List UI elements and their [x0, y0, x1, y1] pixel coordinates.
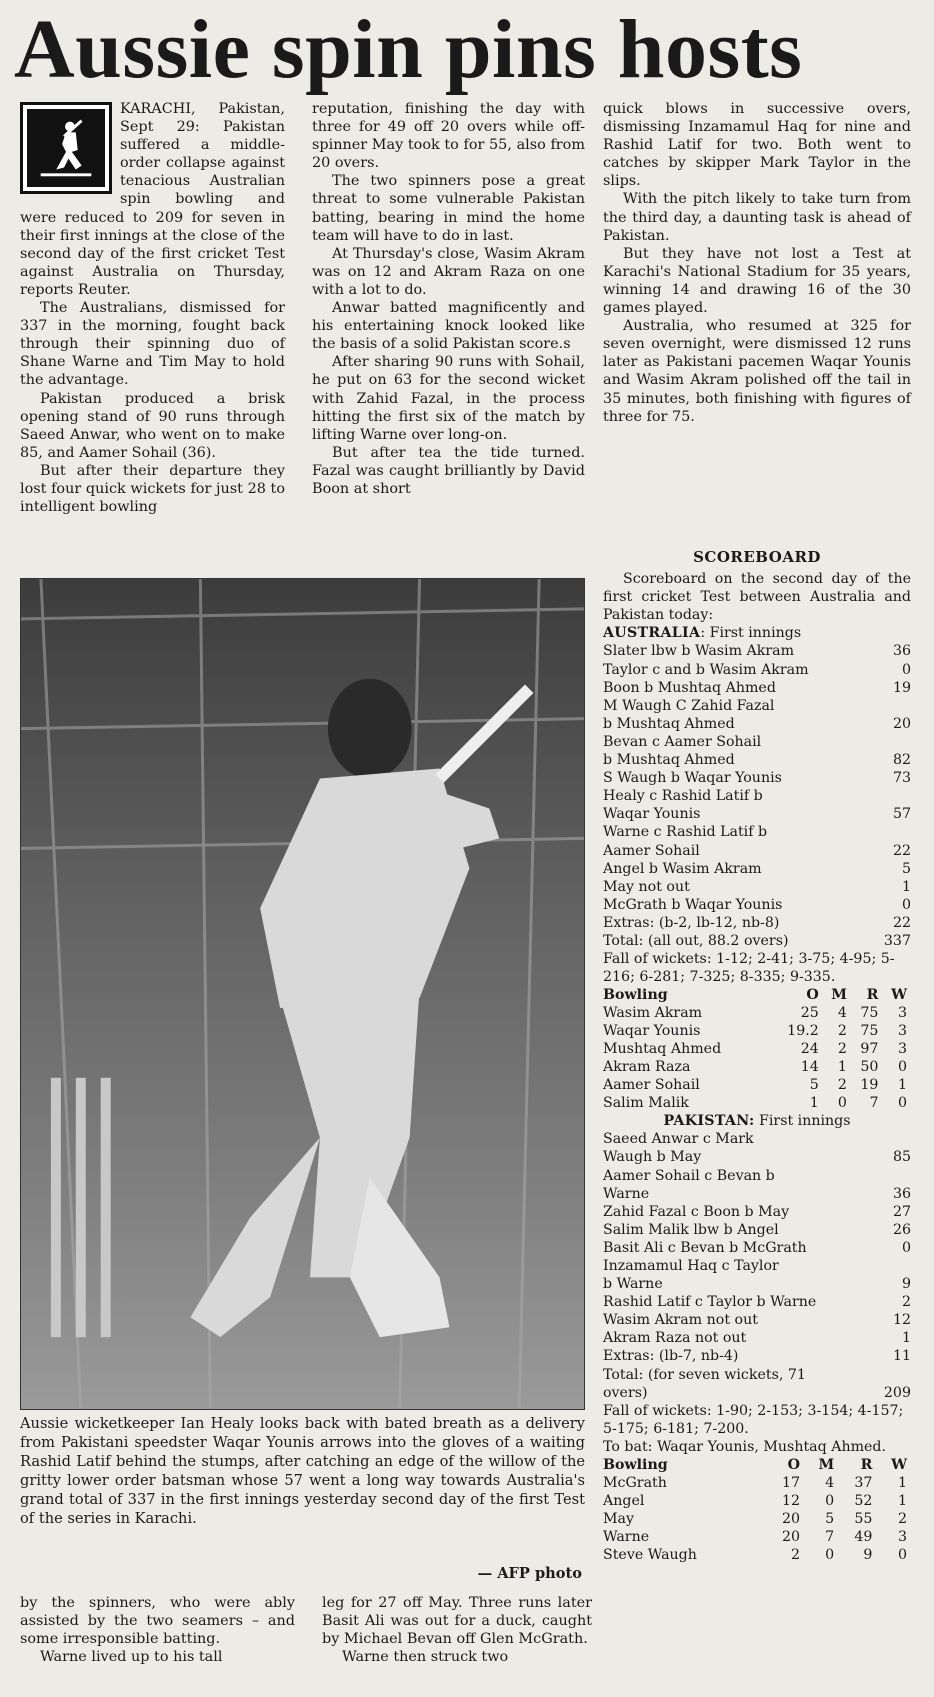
bowling-figure: 0 — [825, 1493, 835, 1510]
runs: 337 — [883, 932, 911, 949]
bowler-name: Waqar Younis — [603, 1023, 701, 1040]
bowling-figure: 3 — [897, 1023, 907, 1040]
runs — [905, 733, 911, 751]
bowler-name: Steve Waugh — [603, 1547, 697, 1564]
bowling-row — [603, 1040, 911, 1058]
bowling-figure: 2 — [897, 1511, 907, 1528]
batting-row — [603, 1167, 911, 1185]
bowling-figure: 52 — [854, 1493, 873, 1510]
runs — [905, 1257, 911, 1275]
article-column-2 — [312, 100, 585, 570]
bowling-header-cell: Bowling — [603, 1457, 668, 1474]
batsman-dismissal: Bevan c Aamer Sohail — [603, 733, 762, 750]
batting-row — [603, 661, 911, 679]
pakistan-bowling-table — [603, 1456, 911, 1564]
bowling-header-cell: M — [818, 1457, 835, 1474]
bowling-figure: 17 — [781, 1475, 800, 1492]
article-paragraph: But they have not lost a Test at Karachi's National Stadium for 35 years, winning 14 and drawing 16 of the 30 games played. — [603, 245, 911, 317]
bowling-figure: 3 — [897, 1529, 907, 1546]
photo-caption: Aussie wicketkeeper Ian Healy looks back with bated breath as a delivery from Pakistani speedster Waqar Younis arrows into the gloves of a waiting Rashid Latif behind the stumps, after catching an edge of the willow of the gritty lower order batsman whose 57 went a long way towards Australia's grand total of 337 in the first innings yesterday second day of the first Test of the series in Karachi. — [20, 1415, 585, 1527]
bowling-figure: 0 — [897, 1059, 907, 1076]
article-paragraph: Pakistan produced a brisk opening stand of 90 runs through Saeed Anwar, who went on to make 85, and Aamer Sohail (36). — [20, 390, 285, 461]
bowling-row — [603, 1058, 911, 1076]
scoreboard-title: SCOREBOARD — [693, 548, 821, 566]
bowling-figure: 12 — [781, 1493, 800, 1510]
article-paragraph: But after tea the tide turned. Fazal was caught brilliantly by David Boon at short — [312, 444, 585, 497]
bowling-header-cell: Bowling — [603, 987, 668, 1004]
batting-row — [603, 715, 911, 733]
article-paragraph: Warne lived up to his tall — [40, 1649, 223, 1666]
batting-row — [603, 1148, 911, 1166]
bowling-figure: 3 — [897, 1041, 907, 1058]
article-paragraph: After sharing 90 runs with Sohail, he put on 63 for the second wicket with Zahid Fazal, in the process hitting the first six of the match by lifting Warne over long-on. — [312, 354, 585, 443]
bowling-figure: 20 — [781, 1529, 800, 1546]
batsman-dismissal: Saeed Anwar c Mark — [603, 1131, 754, 1148]
bowling-figure: 75 — [860, 1005, 879, 1022]
bowler-name: Aamer Sohail — [603, 1077, 700, 1094]
runs: 12 — [892, 1312, 911, 1329]
runs — [905, 787, 911, 805]
bowling-row — [603, 1546, 911, 1564]
batting-row — [603, 1311, 911, 1329]
bowler-name: Akram Raza — [603, 1059, 691, 1076]
photo-credit: — AFP photo — [477, 1565, 582, 1582]
article-paragraph: The Australians, dismissed for 337 in the morning, fought back through their spinning duo of Shane Warne and Tim May to hold the advantage. — [20, 300, 285, 389]
pakistan-to-bat: To bat: Waqar Younis, Mushtaq Ahmed. — [603, 1438, 887, 1455]
batting-row — [603, 878, 911, 896]
article-paragraph: reputation, finishing the day with three for 49 off 20 overs while off-spinner May took to for 55, also from 20 overs. — [312, 101, 585, 172]
bowling-figure: 7 — [869, 1095, 879, 1112]
batsman-dismissal: Angel b Wasim Akram — [603, 860, 762, 877]
bowling-figure: 4 — [825, 1475, 835, 1492]
batsman-dismissal: McGrath b Waqar Younis — [603, 896, 783, 913]
batsman-dismissal: Extras: (lb-7, nb-4) — [603, 1348, 739, 1365]
bowling-figure: 5 — [809, 1077, 819, 1094]
article-paragraph: Australia, who resumed at 325 for seven overnight, were dismissed 12 runs later as Pakistani pacemen Waqar Younis and Wasim Akram polished off the tail in 35 minutes, both finishing with figures of three for 75. — [603, 318, 911, 425]
bowling-header-cell: M — [831, 987, 847, 1004]
bowling-figure: 75 — [860, 1023, 879, 1040]
batsman-dismissal: Warne c Rashid Latif b — [603, 824, 768, 841]
runs: 73 — [892, 770, 911, 787]
batsman-dismissal: Healy c Rashid Latif b — [603, 788, 763, 805]
runs: 26 — [892, 1221, 911, 1238]
runs: 22 — [892, 914, 911, 931]
batting-row — [603, 842, 911, 860]
runs: 0 — [901, 1239, 911, 1256]
batting-row — [603, 1221, 911, 1239]
runs: 5 — [901, 860, 911, 877]
runs: 9 — [901, 1276, 911, 1293]
batsman-dismissal: Rashid Latif c Taylor b Warne — [603, 1294, 817, 1311]
bowling-row — [603, 1004, 911, 1022]
bowling-figure: 2 — [837, 1023, 847, 1040]
batsman-dismissal: Basit Ali c Bevan b McGrath — [603, 1239, 807, 1256]
bowling-figure: 0 — [837, 1095, 847, 1112]
batting-row — [603, 769, 911, 787]
batsman-dismissal: b Mushtaq Ahmed — [603, 715, 735, 732]
batsman-dismissal: Wasim Akram not out — [603, 1312, 758, 1329]
bowling-row — [603, 1528, 911, 1546]
batting-row — [603, 787, 911, 805]
batsman-dismissal: Inzamamul Haq c Taylor — [603, 1258, 779, 1274]
team-name: AUSTRALIA — [603, 625, 701, 642]
bowler-name: Warne — [603, 1529, 650, 1546]
article-paragraph: by the spinners, who were ably assisted by the two seamers – and some irresponsible batting. — [20, 1595, 295, 1648]
bowling-figure: 9 — [863, 1547, 873, 1564]
bowling-row — [603, 1510, 911, 1528]
bowling-figure: 1 — [897, 1077, 907, 1094]
bowling-figure: 97 — [860, 1041, 879, 1058]
bowling-figure: 25 — [800, 1005, 819, 1022]
bowling-figure: 0 — [897, 1547, 907, 1564]
article-paragraph: Anwar batted magnificently and his entertaining knock looked like the basis of a solid Pakistan score.s — [312, 300, 585, 353]
batsman-dismissal: M Waugh C Zahid Fazal — [603, 697, 775, 714]
article-column-3 — [603, 100, 911, 545]
bowling-header-cell: W — [891, 1457, 907, 1474]
batsman-dismissal: S Waugh b Waqar Younis — [603, 770, 782, 787]
scoreboard — [603, 548, 911, 1694]
batting-row — [603, 679, 911, 697]
article-column-1 — [20, 100, 285, 570]
runs: 0 — [901, 661, 911, 678]
batting-row — [603, 805, 911, 823]
article-paragraph: quick blows in successive overs, dismissing Inzamamul Haq for nine and Rashid Latif for two. Both went to catches by skipper Mark Taylor in the slips. — [603, 101, 911, 190]
bowling-figure: 7 — [825, 1529, 835, 1546]
bowling-figure: 0 — [897, 1095, 907, 1112]
runs: 85 — [892, 1149, 911, 1166]
bowling-figure: 1 — [809, 1095, 819, 1112]
runs: 11 — [892, 1348, 911, 1365]
batsman-dismissal: Waqar Younis — [603, 806, 701, 823]
bowling-figure: 37 — [854, 1475, 873, 1492]
runs: 1 — [901, 1330, 911, 1347]
runs: 27 — [892, 1203, 911, 1220]
bowling-header-cell: R — [866, 987, 879, 1004]
batsman-dismissal: Akram Raza not out — [603, 1330, 747, 1347]
bowling-header-cell: R — [860, 1457, 873, 1474]
batsman-dismissal: Salim Malik lbw b Angel — [603, 1221, 779, 1238]
pakistan-fall-of-wickets: Fall of wickets: 1-90; 2-153; 3-154; 4-157; 5-175; 6-181; 7-200. — [603, 1402, 904, 1437]
batsman-dismissal: overs) — [603, 1384, 648, 1401]
innings-label: First innings — [754, 1113, 851, 1130]
bowling-row — [603, 1094, 911, 1112]
batsman-dismissal: Taylor c and b Wasim Akram — [603, 661, 809, 678]
bowler-name: Salim Malik — [603, 1095, 689, 1112]
batsman-dismissal: Warne — [603, 1185, 650, 1202]
australia-innings-heading — [603, 624, 911, 642]
runs: 57 — [892, 806, 911, 823]
innings-label: : First innings — [700, 625, 802, 642]
bowling-figure: 4 — [837, 1005, 847, 1022]
batting-row — [603, 1384, 911, 1402]
bowling-figure: 20 — [781, 1511, 800, 1528]
batting-row — [603, 697, 911, 715]
batsman-dismissal: Aamer Sohail — [603, 842, 700, 859]
article-paragraph: Warne then struck two — [342, 1649, 509, 1666]
bowler-name: May — [603, 1511, 635, 1528]
runs — [905, 697, 911, 715]
batsman-dismissal: Waugh b May — [603, 1149, 702, 1166]
runs: 82 — [892, 752, 911, 769]
batting-row — [603, 733, 911, 751]
runs: 19 — [892, 679, 911, 696]
batsman-dismissal: May not out — [603, 878, 690, 895]
bowler-name: Mushtaq Ahmed — [603, 1041, 722, 1058]
batting-row — [603, 1366, 911, 1384]
bowling-header-cell: O — [787, 1457, 800, 1474]
bowling-header-row — [603, 1456, 911, 1474]
bowling-figure: 55 — [854, 1511, 873, 1528]
news-photo — [20, 578, 585, 1410]
batting-row — [603, 1347, 911, 1365]
australia-fall-of-wickets: Fall of wickets: 1-12; 2-41; 3-75; 4-95; 5-216; 6-281; 7-325; 8-335; 9-335. — [603, 951, 895, 986]
bowling-figure: 24 — [800, 1041, 819, 1058]
batting-row — [603, 751, 911, 769]
bowling-figure: 5 — [825, 1511, 835, 1528]
batsman-dismissal: Zahid Fazal c Boon b May — [603, 1203, 790, 1220]
batting-row — [603, 932, 911, 950]
article-paragraph: leg for 27 off May. Three runs later Basit Ali was out for a duck, caught by Michael Bevan off Glen McGrath. — [322, 1595, 592, 1648]
bowling-figure: 1 — [897, 1493, 907, 1510]
australia-batting — [603, 642, 911, 950]
batting-row — [603, 1275, 911, 1293]
batting-row — [603, 914, 911, 932]
bowling-figure: 3 — [897, 1005, 907, 1022]
runs: 0 — [901, 896, 911, 913]
batting-row — [603, 1203, 911, 1221]
runs: 36 — [892, 1185, 911, 1202]
bowling-header-cell: W — [891, 987, 907, 1004]
batting-row — [603, 860, 911, 878]
batsman-dismissal: Boon b Mushtaq Ahmed — [603, 679, 776, 696]
team-name: PAKISTAN: — [663, 1113, 755, 1130]
bowling-figure: 50 — [860, 1059, 879, 1076]
bowling-header-cell: O — [806, 987, 819, 1004]
bowling-row — [603, 1474, 911, 1492]
bowling-row — [603, 1022, 911, 1040]
article-paragraph: But after their departure they lost four quick wickets for just 28 to intelligent bowling — [20, 462, 285, 516]
article-paragraph: The two spinners pose a great threat to some vulnerable Pakistan batting, bearing in mind the home team will have to do in last. — [312, 173, 585, 244]
australia-bowling-table — [603, 986, 911, 1112]
article-paragraph: KARACHI, Pakistan, Sept 29: Pakistan suffered a middle-order collapse against tenacious Australian spin bowling and were reduced to 209 for seven in their first innings at the close of the second day of the first cricket Test against Australia on Thursday, reports Reuter. — [20, 101, 285, 298]
batting-row — [603, 1130, 911, 1148]
runs — [905, 823, 911, 841]
batting-row — [603, 1185, 911, 1203]
bowling-row — [603, 1076, 911, 1094]
bowling-row — [603, 1492, 911, 1510]
pakistan-innings-heading — [603, 1112, 911, 1130]
bowling-figure: 2 — [837, 1041, 847, 1058]
batsman-dismissal: b Mushtaq Ahmed — [603, 752, 735, 769]
batsman-dismissal: Aamer Sohail c Bevan b — [603, 1167, 775, 1184]
runs: 209 — [883, 1384, 911, 1401]
runs: 1 — [901, 878, 911, 895]
scoreboard-intro: Scoreboard on the second day of the first cricket Test between Australia and Pakistan today: — [603, 571, 911, 624]
bowler-name: McGrath — [603, 1475, 667, 1492]
pakistan-batting — [603, 1130, 911, 1401]
headline: Aussie spin pins hosts — [14, 3, 803, 96]
bowling-figure: 1 — [837, 1059, 847, 1076]
batting-row — [603, 1293, 911, 1311]
article-paragraph: At Thursday's close, Wasim Akram was on 12 and Akram Raza on one with a lot to do. — [312, 245, 585, 298]
runs — [905, 1366, 911, 1384]
batsman-dismissal: Slater lbw b Wasim Akram — [603, 643, 795, 660]
batsman-dismissal: Total: (for seven wickets, 71 — [603, 1366, 806, 1383]
bowling-figure: 0 — [825, 1547, 835, 1564]
bowling-figure: 19 — [860, 1077, 879, 1094]
runs: 36 — [892, 643, 911, 660]
bowler-name: Wasim Akram — [603, 1005, 703, 1022]
batting-row — [603, 642, 911, 660]
bowling-figure: 19.2 — [787, 1023, 819, 1040]
batting-row — [603, 1329, 911, 1347]
runs — [905, 1167, 911, 1185]
article-column-5 — [322, 1594, 592, 1694]
bowling-figure: 2 — [837, 1077, 847, 1094]
runs: 2 — [901, 1294, 911, 1311]
batsman-dismissal: b Warne — [603, 1276, 663, 1293]
batsman-dismissal: Total: (all out, 88.2 overs) — [603, 932, 789, 949]
batsman-dismissal: Extras: (b-2, lb-12, nb-8) — [603, 914, 780, 931]
cricket-batsman-icon — [20, 102, 112, 194]
bowling-figure: 14 — [800, 1059, 819, 1076]
bowler-name: Angel — [603, 1493, 645, 1510]
batting-row — [603, 823, 911, 841]
bowling-figure: 49 — [854, 1529, 873, 1546]
batting-row — [603, 1239, 911, 1257]
bowling-figure: 2 — [790, 1547, 800, 1564]
bowling-header-row — [603, 986, 911, 1004]
article-paragraph: With the pitch likely to take turn from the third day, a daunting task is ahead of Pakistan. — [603, 191, 911, 244]
batting-row — [603, 1257, 911, 1275]
runs — [905, 1130, 911, 1148]
runs: 20 — [892, 715, 911, 732]
runs: 22 — [892, 842, 911, 859]
article-column-4 — [20, 1594, 295, 1694]
batting-row — [603, 896, 911, 914]
bowling-figure: 1 — [897, 1475, 907, 1492]
